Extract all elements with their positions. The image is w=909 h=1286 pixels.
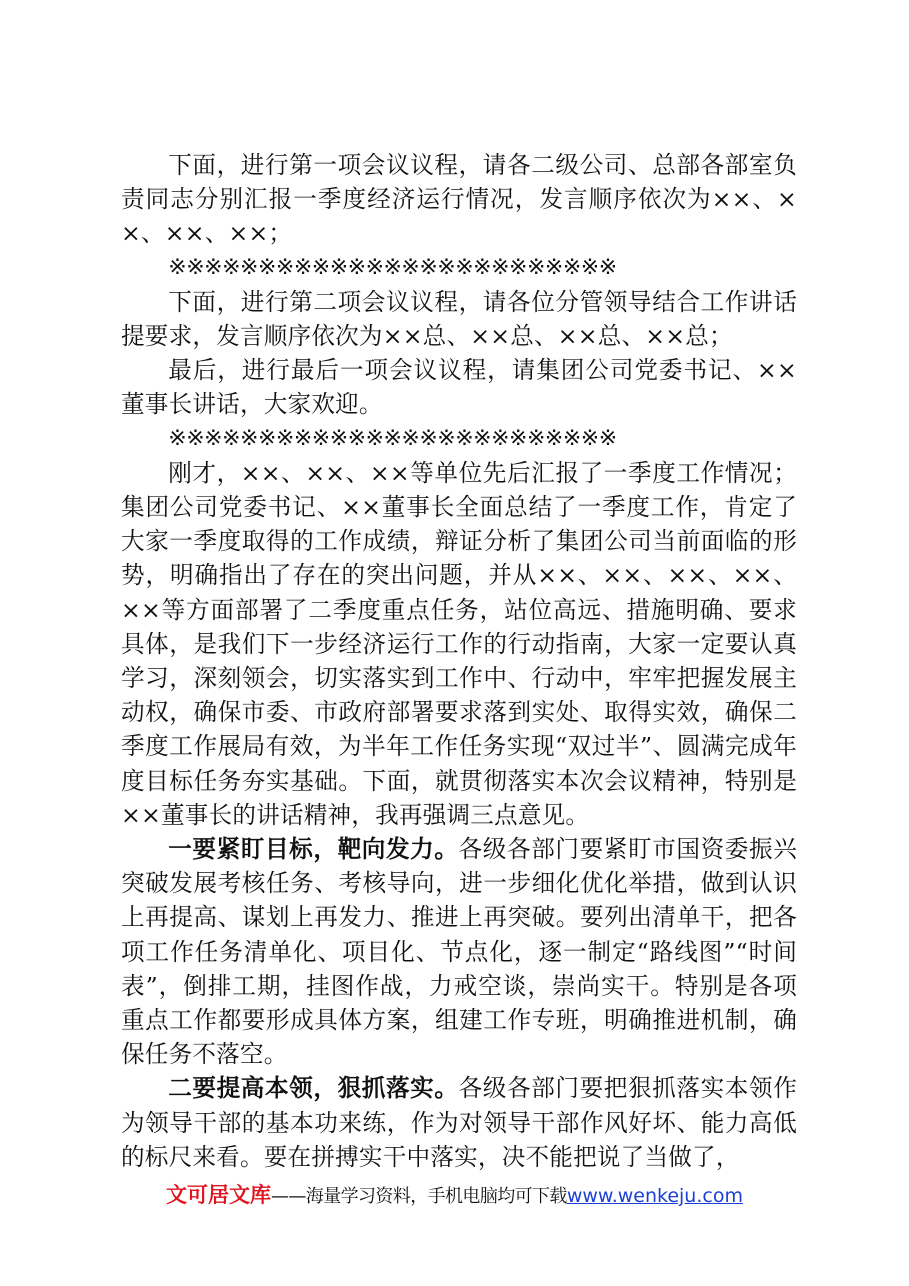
paragraph-text: 各级各部门要把狠抓落实本领作为领导干部的基本功来练，作为对领导干部作风好坏、能力高低的标尺来看。要在拼搏实干中落实，决不能把说了当做了， xyxy=(121,1074,797,1171)
paragraph-summary xyxy=(121,456,797,832)
section-divider: ※※※※※※※※※※※※※※※※※※※※※※※※※ xyxy=(168,425,617,451)
footer-slogan: ——海量学习资料，手机电脑均可下载 xyxy=(271,1186,567,1207)
paragraph-text: 刚才，××、××、××等单位先后汇报了一季度工作情况；集团公司党委书记、××董事长全面总结了一季度工作，肯定了大家一季度取得的工作成绩，辩证分析了集团公司当前面临的形势，明确指出了存在的突出问题，并从××、××、××、××、××等方面部署了二季度重点任务，站位高远、措施明确、要求具体，是我们下一步经济运行工作的行动指南，大家一定要认真学习，深刻领会，切实落实到工作中、行动中，牢牢把握发展主动权，确保市委、市政府部署要求落到实处、取得实效，确保二季度工作展局有效，为半年工作任务实现“双过半”、圆满完成年度目标任务夯实基础。下面，就贯彻落实本次会议精神，特别是××董事长的讲话精神，我再强调三点意见。 xyxy=(121,458,797,829)
paragraph-lead-heading: 一要紧盯目标，靶向发力。 xyxy=(168,835,459,864)
footer-brand: 文可居文库 xyxy=(166,1183,272,1207)
footer-url-link[interactable]: www.wenkeju.com xyxy=(566,1185,743,1207)
paragraph-lead-heading: 二要提高本领，狠抓落实。 xyxy=(168,1074,459,1103)
paragraph-text: 最后，进行最后一项会议议程，请集团公司党委书记、××董事长讲话，大家欢迎。 xyxy=(121,356,797,419)
paragraph-text: 各级各部门要紧盯市国资委振兴突破发展考核任务、考核导向，进一步细化优化举措，做到认识上再提高、谋划上再发力、推进上再突破。要列出清单干，把各项工作任务清单化、项目化、节点化，逐一制定“路线图”“时间表”，倒排工期，挂图作战，力戒空谈，崇尚实干。特别是各项重点工作都要形成具体方案，组建工作专班，明确推进机制，确保任务不落空。 xyxy=(121,835,797,1069)
paragraph-agenda-one xyxy=(121,148,797,251)
paragraph-point-one xyxy=(121,832,797,1071)
paragraph-agenda-final xyxy=(121,353,797,421)
paragraph-agenda-two xyxy=(121,285,797,353)
paragraph-point-two xyxy=(121,1071,797,1174)
paragraph-text: 下面，进行第一项会议议程，请各二级公司、总部各部室负责同志分别汇报一季度经济运行情况，发言顺序依次为××、××、××、××； xyxy=(121,151,797,248)
watermark-footer xyxy=(0,1180,909,1212)
paragraph-text: 下面，进行第二项会议议程，请各位分管领导结合工作讲话提要求，发言顺序依次为××总、××总、××总、××总； xyxy=(121,287,797,351)
section-divider: ※※※※※※※※※※※※※※※※※※※※※※※※※ xyxy=(168,254,617,280)
document-body xyxy=(121,148,797,1174)
